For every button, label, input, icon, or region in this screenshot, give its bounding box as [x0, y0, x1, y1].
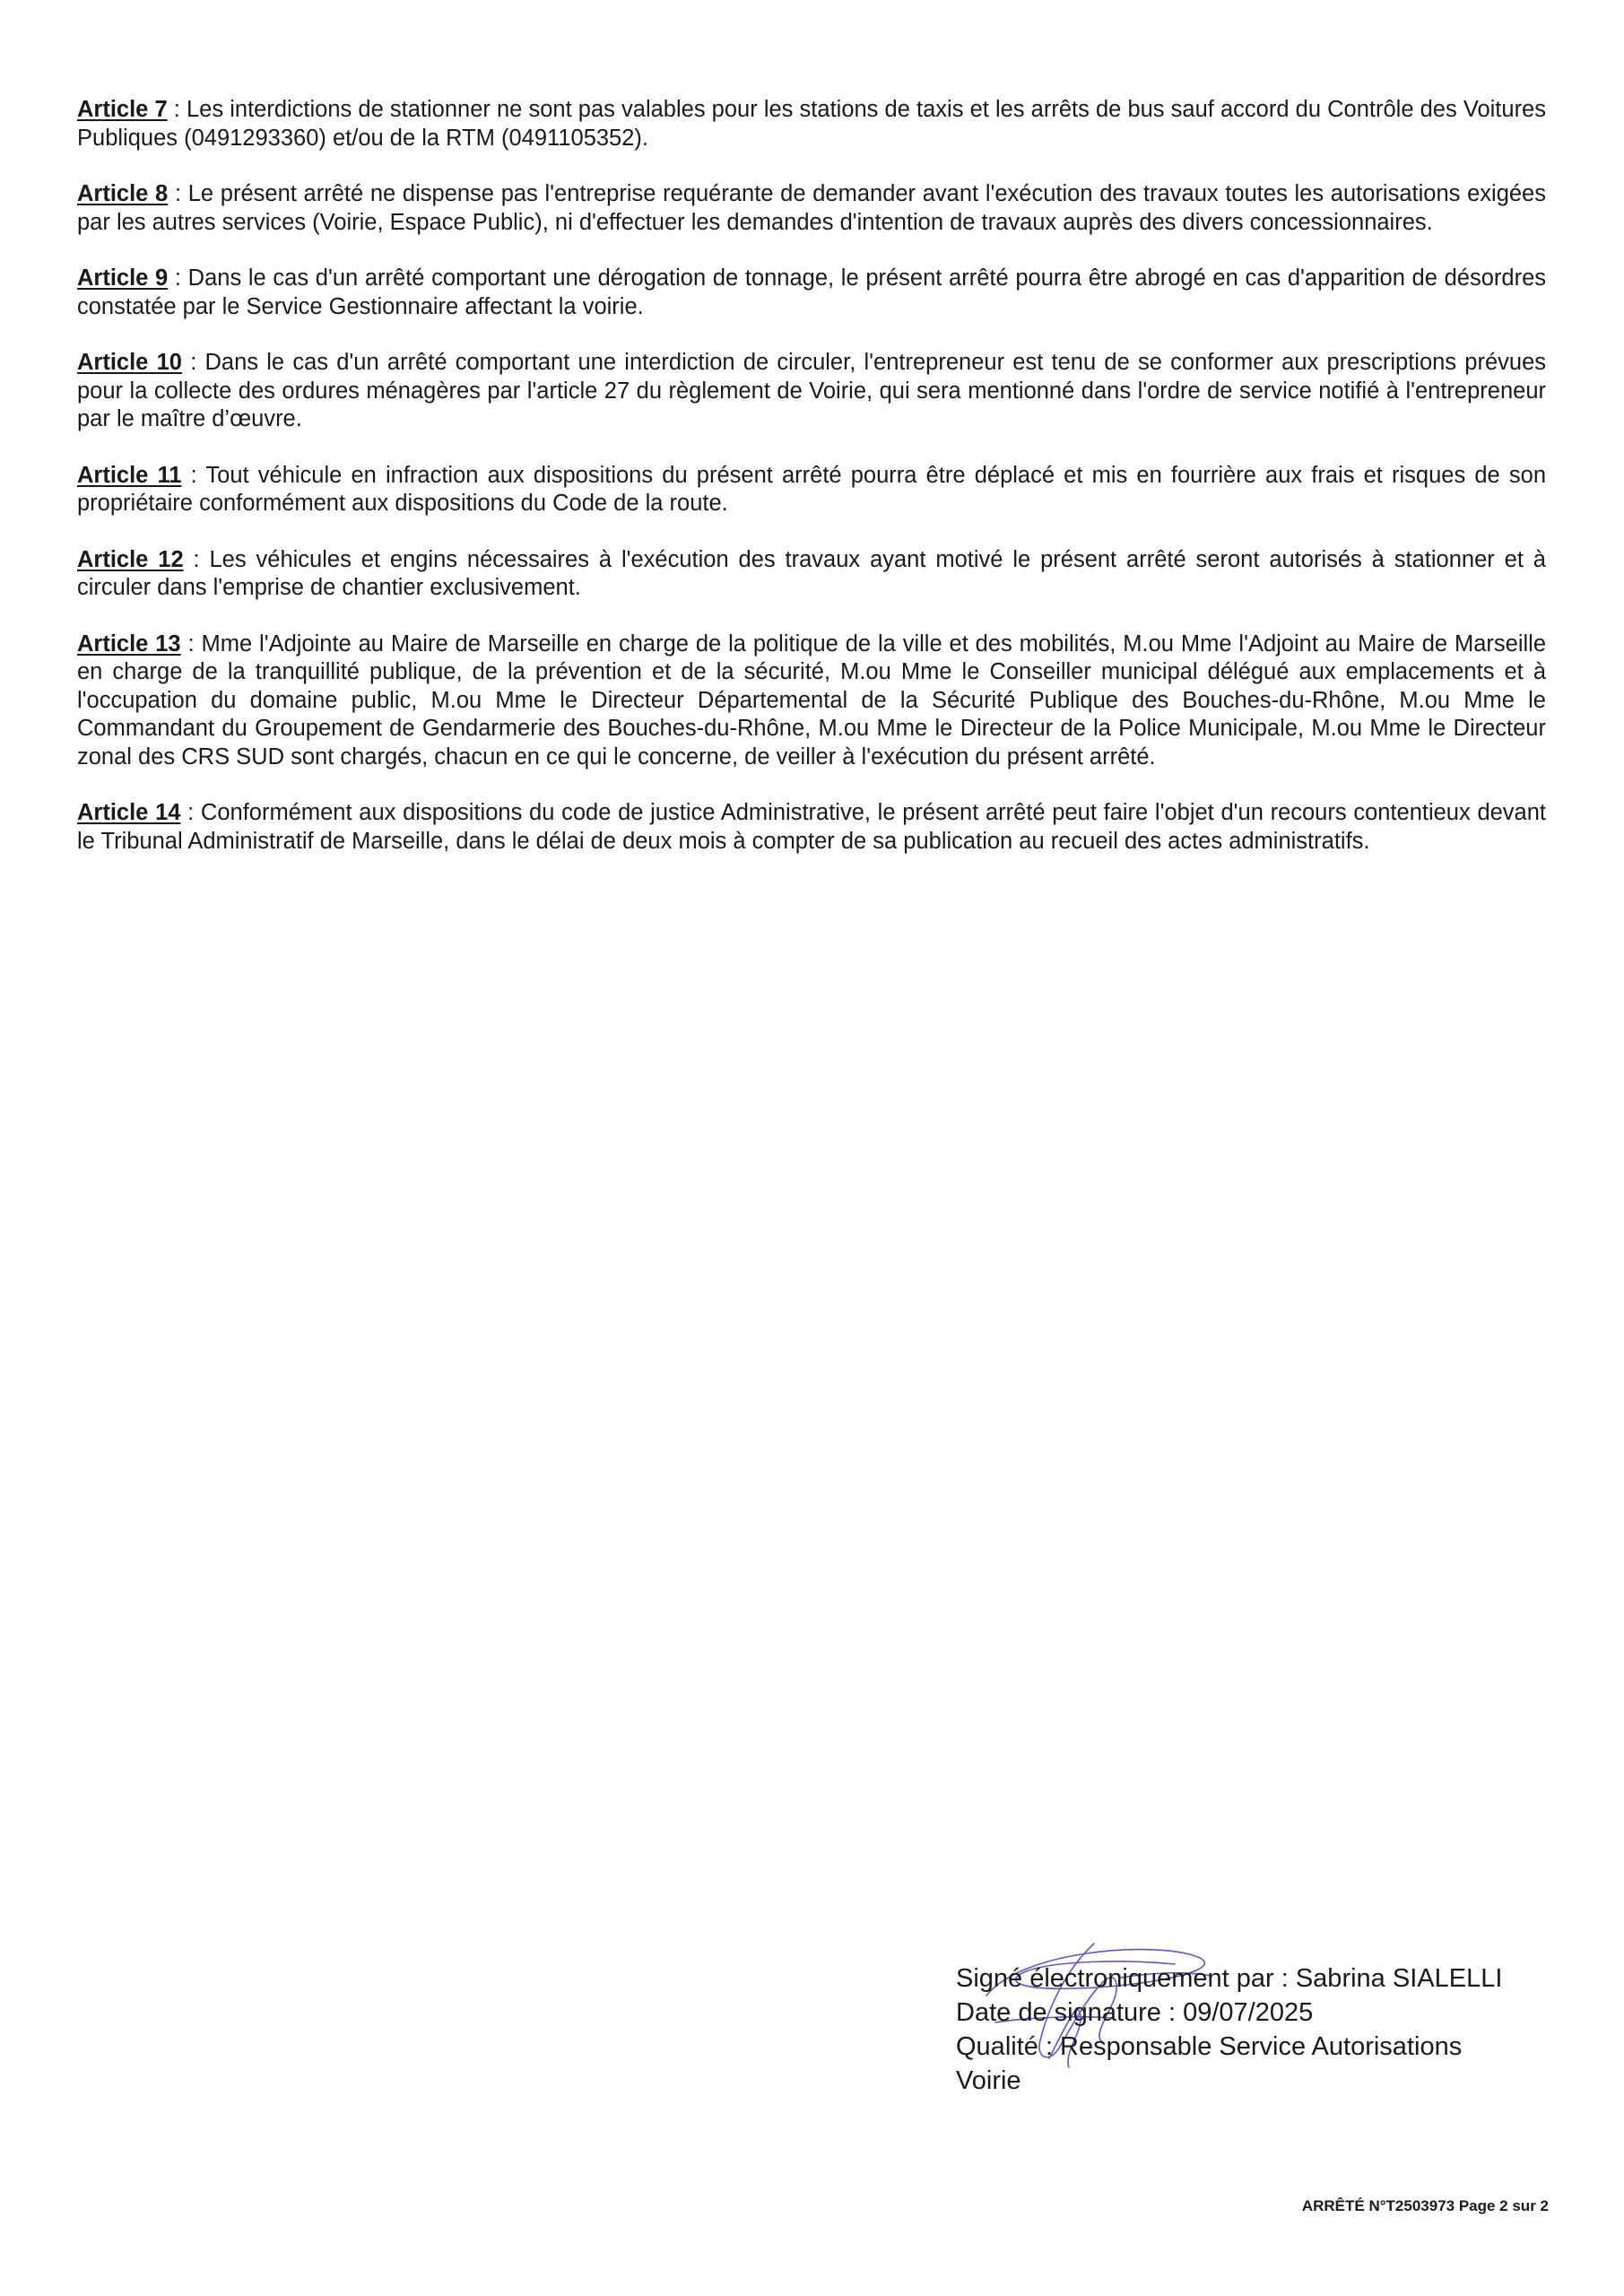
article-text: : Le présent arrêté ne dispense pas l'entreprise requérante de demander avant l'exécution des travaux toutes les autorisations exigées par les autres services (Voirie, Espace Public), ni d'effectuer les demandes d'intention de travaux auprès des divers concessionnaires. [77, 181, 1546, 235]
article-text: : Les interdictions de stationner ne sont pas valables pour les stations de taxis et les arrêts de bus sauf accord du Contrôle des Voitures Publiques (0491293360) et/ou de la RTM (0491105352). [77, 97, 1546, 151]
article-11 [77, 462, 1546, 518]
signature-block [956, 1961, 1530, 2098]
article-8 [77, 180, 1546, 237]
article-text: : Mme l'Adjointe au Maire de Marseille en charge de la politique de la ville et des mobilités, M.ou Mme l'Adjoint au Maire de Marseille en charge de la tranquillité publique, de la prévention et de la sécurité, M.ou Mme le Conseiller municipal délégué aux emplacements et à l'occupation du domaine public, M.ou Mme le Directeur Départemental de la Sécurité Publique des Bouches-du-Rhône, M.ou Mme le Commandant du Groupement de Gendarmerie des Bouches-du-Rhône, M.ou Mme le Directeur de la Police Municipale, M.ou Mme le Directeur zonal des CRS SUD sont chargés, chacun en ce qui le concerne, de veiller à l'exécution du présent arrêté. [77, 631, 1546, 770]
page-footer: ARRÊTÉ N°T2503973 Page 2 sur 2 [1301, 2197, 1549, 2214]
signature-date: Date de signature : 09/07/2025 [956, 1998, 1314, 2027]
article-label: Article 12 [77, 546, 184, 572]
signer-quality-continued: Voirie [956, 2066, 1021, 2095]
article-label: Article 9 [77, 265, 169, 291]
article-14 [77, 799, 1546, 856]
article-label: Article 11 [77, 462, 182, 488]
signed-by: Signé électroniquement par : Sabrina SIALELLI [956, 1964, 1503, 1993]
signer-quality: Qualité : Responsable Service Autorisations [956, 2032, 1463, 2061]
article-label: Article 14 [77, 800, 181, 825]
article-text: : Dans le cas d'un arrêté comportant une dérogation de tonnage, le présent arrêté pourra être abrogé en cas d'apparition de désordres constatée par le Service Gestionnaire affectant la voirie. [77, 265, 1546, 319]
article-text: : Conformément aux dispositions du code de justice Administrative, le présent arrêté peut faire l'objet d'un recours contentieux devant le Tribunal Administratif de Marseille, dans le délai de deux mois à compter de sa publication au recueil des actes administratifs. [77, 800, 1547, 854]
article-text: : Dans le cas d'un arrêté comportant une interdiction de circuler, l'entrepreneur est tenu de se conformer aux prescriptions prévues pour la collecte des ordures ménagères par l'article 27 du règlement de Voirie, qui sera mentionné dans l'ordre de service notifié à l'entrepreneur par le maître d’œuvre. [77, 350, 1547, 431]
article-text: : Les véhicules et engins nécessaires à l'exécution des travaux ayant motivé le présent arrêté seront autorisés à stationner et à circuler dans l'emprise de chantier exclusivement. [77, 546, 1546, 600]
articles-section [77, 96, 1546, 883]
article-9 [77, 265, 1546, 321]
article-13 [77, 631, 1546, 772]
article-label: Article 8 [77, 181, 169, 206]
article-label: Article 13 [77, 631, 181, 657]
article-text: : Tout véhicule en infraction aux dispositions du présent arrêté pourra être déplacé et mis en fourrière aux frais et risques de son propriétaire conformément aux dispositions du Code de la route. [77, 462, 1547, 516]
article-label: Article 7 [77, 97, 168, 122]
article-label: Article 10 [77, 350, 182, 375]
article-12 [77, 546, 1546, 603]
article-7 [77, 96, 1546, 152]
article-10 [77, 349, 1546, 434]
